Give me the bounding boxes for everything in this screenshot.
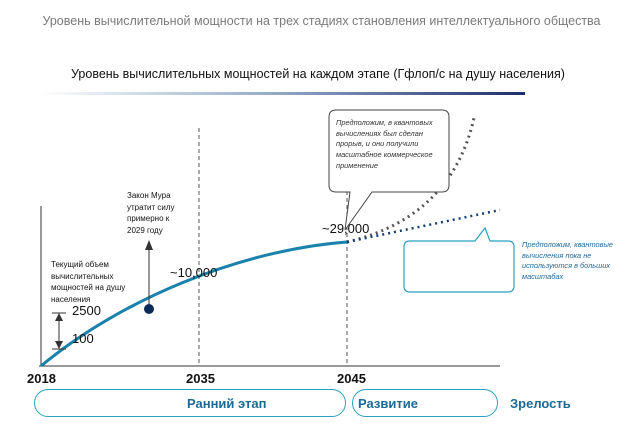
marker-2029 bbox=[144, 304, 154, 314]
annotation-quantum-not-used: Предположим, квантовые вычисления пока не используются в больших масштабах bbox=[522, 240, 614, 282]
annotation-current-level: Текущий объем вычислительных мощностей на душу населения bbox=[51, 260, 126, 304]
bracket-arrow-top bbox=[55, 313, 63, 321]
value-label-2045: ~29,000 bbox=[322, 221, 370, 236]
value-label-100: 100 bbox=[72, 331, 94, 346]
value-label-2500: 2500 bbox=[72, 303, 101, 318]
annotation-moore-law: Закон Мура утратит силу примерно к 2029 году bbox=[127, 191, 175, 235]
stage-maturity-label: Зрелость bbox=[510, 396, 571, 411]
arrow-moore-head bbox=[145, 240, 153, 250]
x-tick-2045: 2045 bbox=[337, 371, 366, 386]
annotation-quantum-breakthrough: Предположим, в квантовых вычислениях был сделан прорыв, и они получили масштабное коммерческое применение bbox=[336, 118, 433, 170]
forecast-baseline-line bbox=[347, 210, 500, 242]
x-tick-2018: 2018 bbox=[27, 371, 56, 386]
x-tick-2035: 2035 bbox=[186, 371, 215, 386]
chart-title: Уровень вычислительных мощностей на каждом этапе (Гфлоп/с на душу населения) bbox=[71, 67, 565, 81]
callout-baseline bbox=[404, 228, 514, 292]
stage-early-label: Ранний этап bbox=[187, 396, 267, 411]
value-label-2035: ~10,000 bbox=[170, 265, 218, 280]
title-underline bbox=[40, 92, 525, 95]
stage-development-label: Развитие bbox=[358, 396, 418, 411]
page-title: Уровень вычислительной мощности на трех стадиях становления интеллектуального общества bbox=[42, 14, 601, 28]
